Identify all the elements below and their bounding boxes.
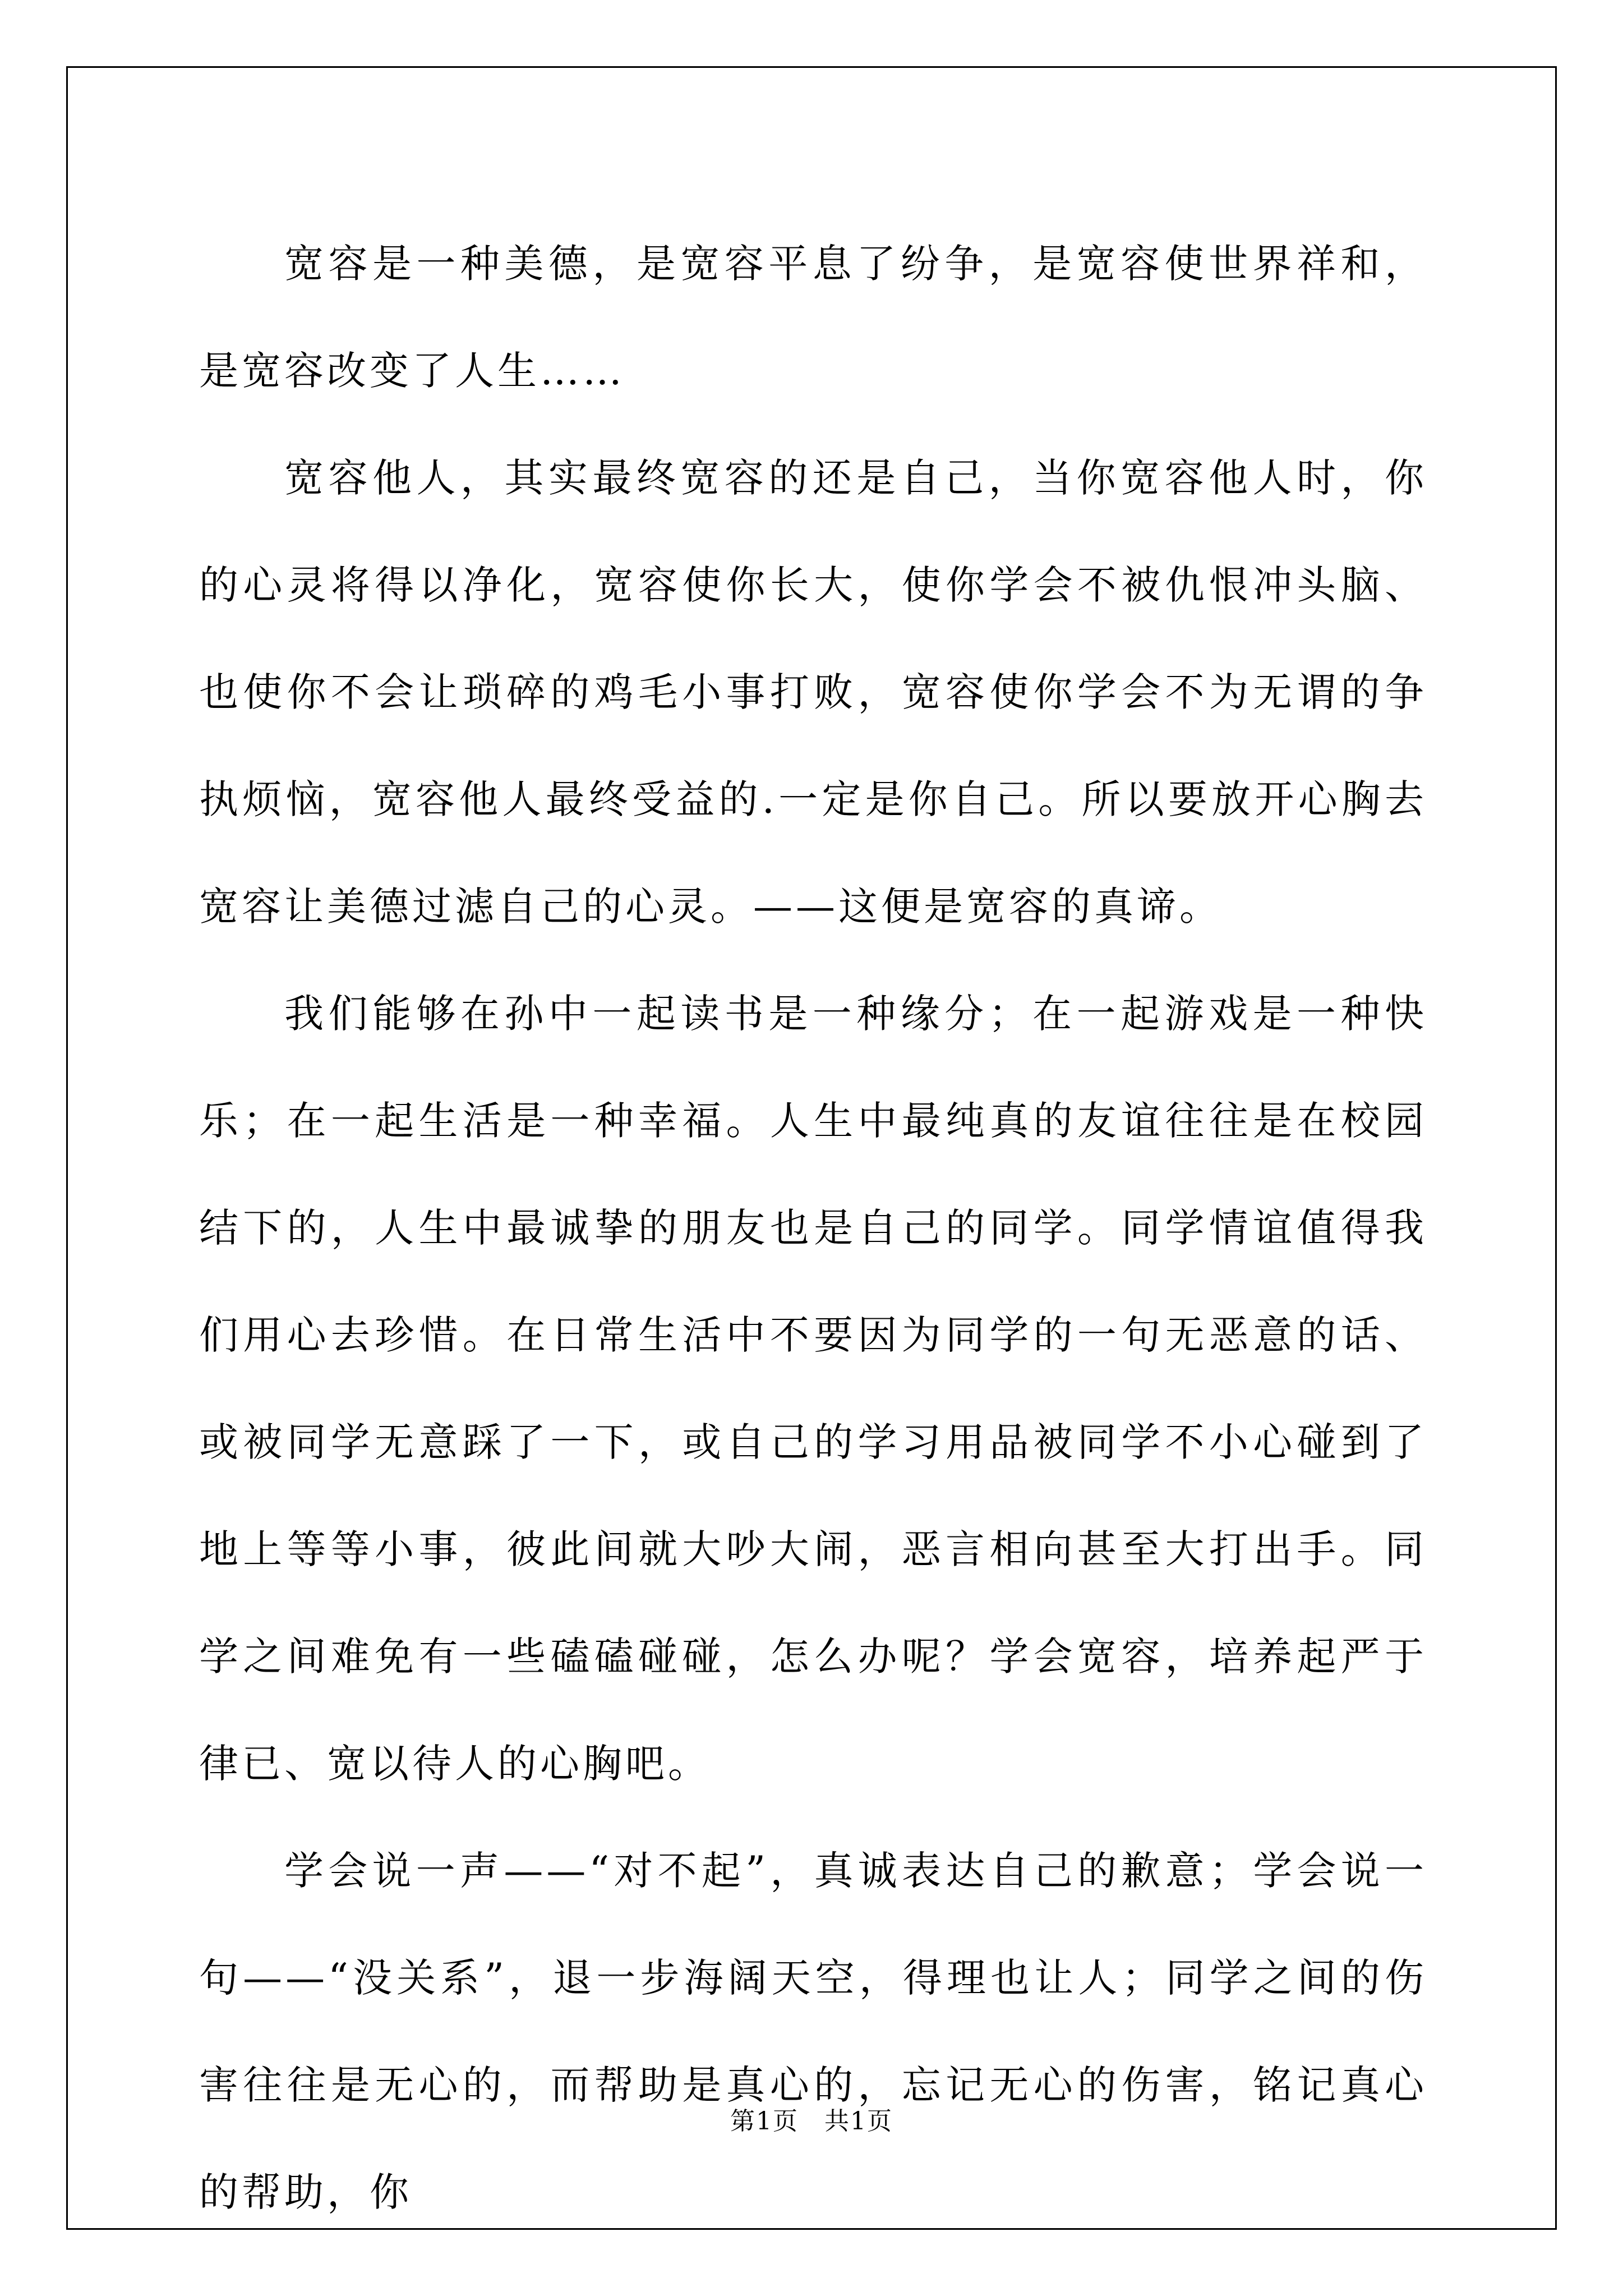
page-total: 共1页 [824,2107,893,2136]
page-number: 第1页 [730,2107,799,2136]
paragraph-4: 学会说一声——“对不起”，真诚表达自己的歉意；学会说一句——“没关系”，退一步海阔天空，得理也让人；同学之间的伤害往往是无心的，而帮助是真心的，忘记无心的伤害，铭记真心的帮助，你 [199,1848,1427,2215]
paragraph-3: 我们能够在孙中一起读书是一种缘分；在一起游戏是一种快乐；在一起生活是一种幸福。人生中最纯真的友谊往往是在校园结下的，人生中最诚挚的朋友也是自己的同学。同学情谊值得我们用心去珍惜。在日常生活中不要因为同学的一句无恶意的话、或被同学无意踩了一下，或自己的学习用品被同学不小心碰到了地上等等小事，彼此间就大吵大闹，恶言相向甚至大打出手。同学之间难免有一些磕磕碰碰，怎么办呢？学会宽容，培养起严于律已、宽以待人的心胸吧。 [199,991,1427,1787]
page-footer [0,2101,1623,2137]
paragraph-2: 宽容他人，其实最终宽容的还是自己，当你宽容他人时，你的心灵将得以净化，宽容使你长大，使你学会不被仇恨冲头脑、也使你不会让琐碎的鸡毛小事打败，宽容使你学会不为无谓的争执烦恼，宽容他人最终受益的.一定是你自己。所以要放开心胸去宽容让美德过滤自己的心灵。——这便是宽容的真谛。 [199,455,1427,930]
paragraph-1: 宽容是一种美德，是宽容平息了纷争，是宽容使世界祥和，是宽容改变了人生…… [199,241,1427,394]
document-body [199,210,1427,2246]
